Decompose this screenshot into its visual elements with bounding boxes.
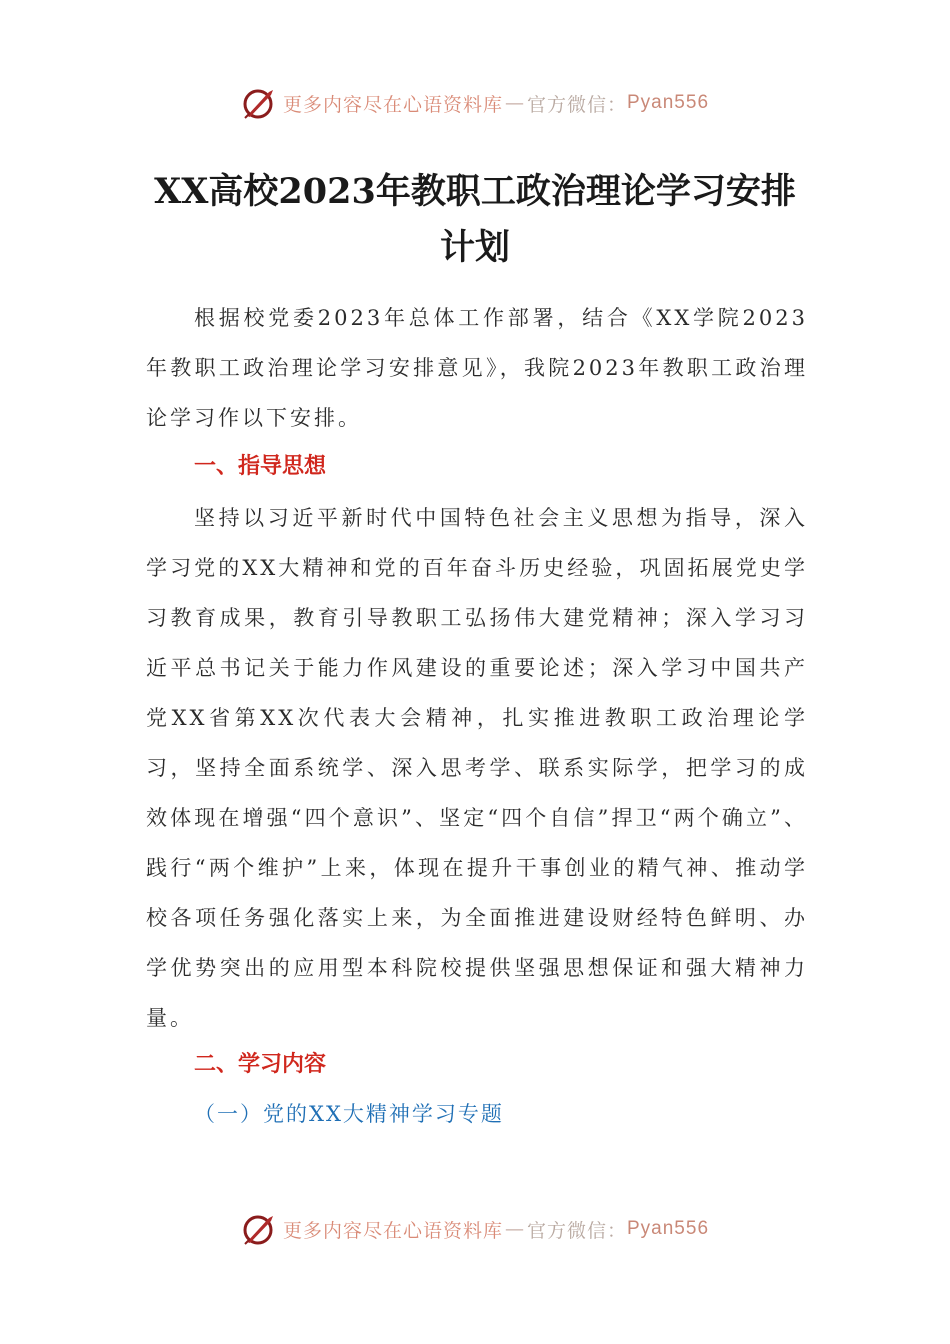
watermark-separator: — (504, 1218, 525, 1240)
subsection-heading-congress-study: （一）党的XX大精神学习专题 (194, 1102, 504, 1126)
watermark-wechat-id: Pyan556 (627, 1218, 710, 1239)
intro-paragraph: 根据校党委2023年总体工作部署，结合《XX学院2023年教职工政治理论学习安排意见》，我院2023年教职工政治理论学习作以下安排。 (146, 306, 808, 430)
watermark-brand: 更多内容尽在心语资料库 (282, 1219, 503, 1242)
watermark-label: 官方微信： (526, 1219, 627, 1242)
document-title: XX高校2023年教职工政治理论学习安排计划 (154, 171, 796, 268)
watermark-separator: — (504, 92, 525, 114)
pen-logo-icon (241, 86, 277, 120)
watermark-header (0, 86, 950, 120)
watermark-footer (0, 1212, 950, 1246)
pen-logo-icon (241, 1212, 277, 1246)
section-heading-study-content: 二、学习内容 (194, 1052, 327, 1077)
watermark-brand: 更多内容尽在心语资料库 (282, 93, 503, 116)
watermark-label: 官方微信： (526, 93, 627, 116)
guiding-ideology-paragraph: 坚持以习近平新时代中国特色社会主义思想为指导，深入学习党的XX大精神和党的百年奋斗历史经验，巩固拓展党史学习教育成果，教育引导教职工弘扬伟大建党精神；深入学习习近平总书记关于能力作风建设的重要论述；深入学习中国共产党XX省第XX次代表大会精神，扎实推进教职工政治理论学习，坚持全面系统学、深入思考学、联系实际学，把学习的成效体现在增强“四个意识”、坚定“四个自信”捍卫“两个确立”、践行“两个维护”上来，体现在提升干事创业的精气神、推动学校各项任务强化落实上来，为全面推进建设财经特色鲜明、办学优势突出的应用型本科院校提供坚强思想保证和强大精神力量。 (146, 506, 808, 1030)
watermark-wechat-id: Pyan556 (627, 92, 710, 113)
section-heading-guiding-ideology: 一、指导思想 (194, 454, 327, 479)
